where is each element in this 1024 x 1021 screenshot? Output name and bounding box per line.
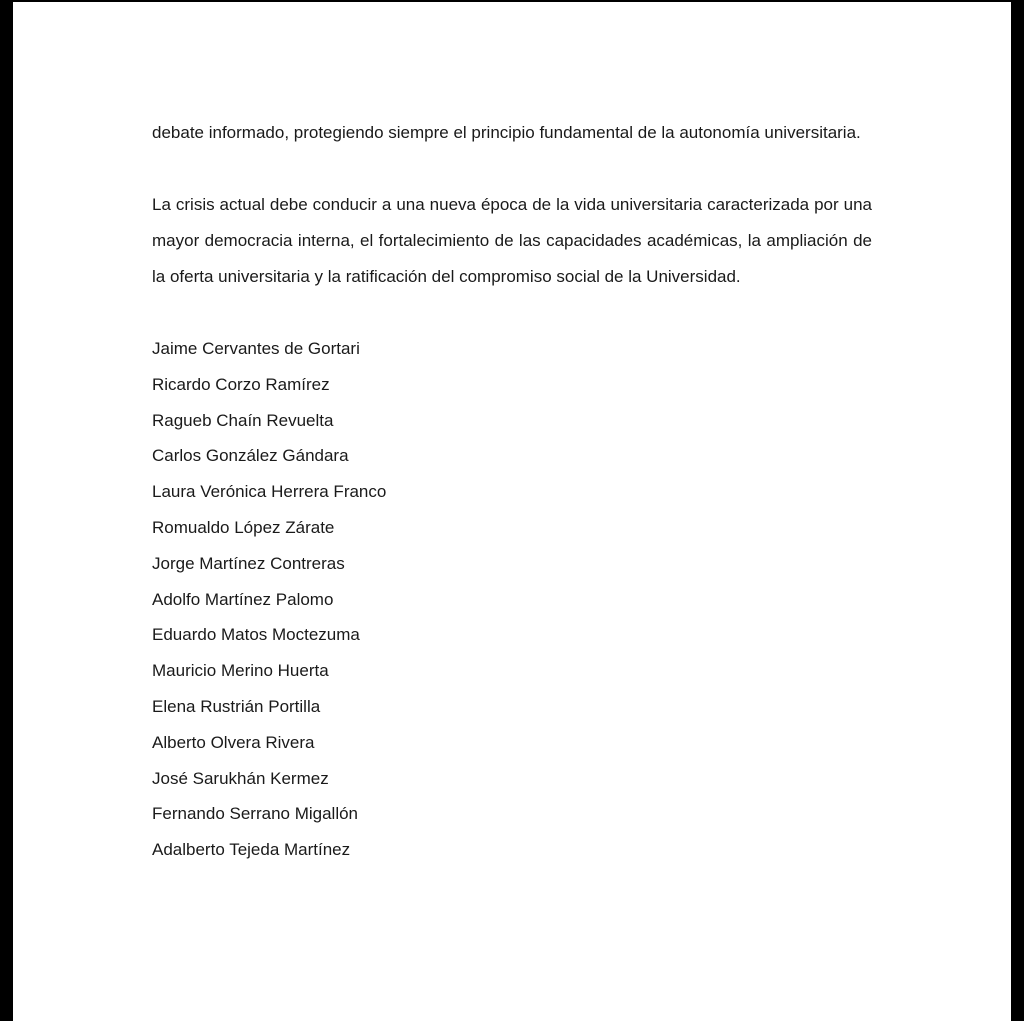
signatory-name: Elena Rustrián Portilla — [152, 696, 321, 716]
signatory-name: Eduardo Matos Moctezuma — [152, 625, 360, 645]
signatory-name: Laura Verónica Herrera Franco — [152, 482, 387, 502]
document-page — [13, 2, 1011, 1021]
signatory-name: Romualdo López Zárate — [152, 517, 335, 537]
signatory-name: Adolfo Martínez Palomo — [152, 589, 334, 609]
signatory-name: Carlos González Gándara — [152, 446, 349, 466]
signatories-list — [152, 331, 872, 868]
signatory-name: Alberto Olvera Rivera — [152, 732, 315, 752]
signatory-name: Ricardo Corzo Ramírez — [152, 374, 330, 394]
document-content — [152, 115, 872, 868]
signatory-name: José Sarukhán Kermez — [152, 768, 329, 788]
signatory-name: Fernando Serrano Migallón — [152, 804, 359, 824]
signatory-name: Adalberto Tejeda Martínez — [152, 840, 351, 860]
signatory-name: Jaime Cervantes de Gortari — [152, 339, 360, 358]
paragraph-autonomy: debate informado, protegiendo siempre el principio fundamental de la autonomía universitaria. — [152, 123, 861, 142]
paragraph-spacer — [152, 295, 872, 331]
paragraph-crisis: La crisis actual debe conducir a una nueva época de la vida universitaria caracterizada por una mayor democracia interna, el fortalecimiento de las capacidades académicas, la ampliación de la oferta universitaria y la ratificación del compromiso social de la Universidad. — [152, 195, 872, 286]
signatory-name: Ragueb Chaín Revuelta — [152, 410, 334, 430]
signatory-name: Mauricio Merino Huerta — [152, 661, 329, 681]
signatory-name: Jorge Martínez Contreras — [152, 553, 345, 573]
paragraph-spacer — [152, 151, 872, 187]
